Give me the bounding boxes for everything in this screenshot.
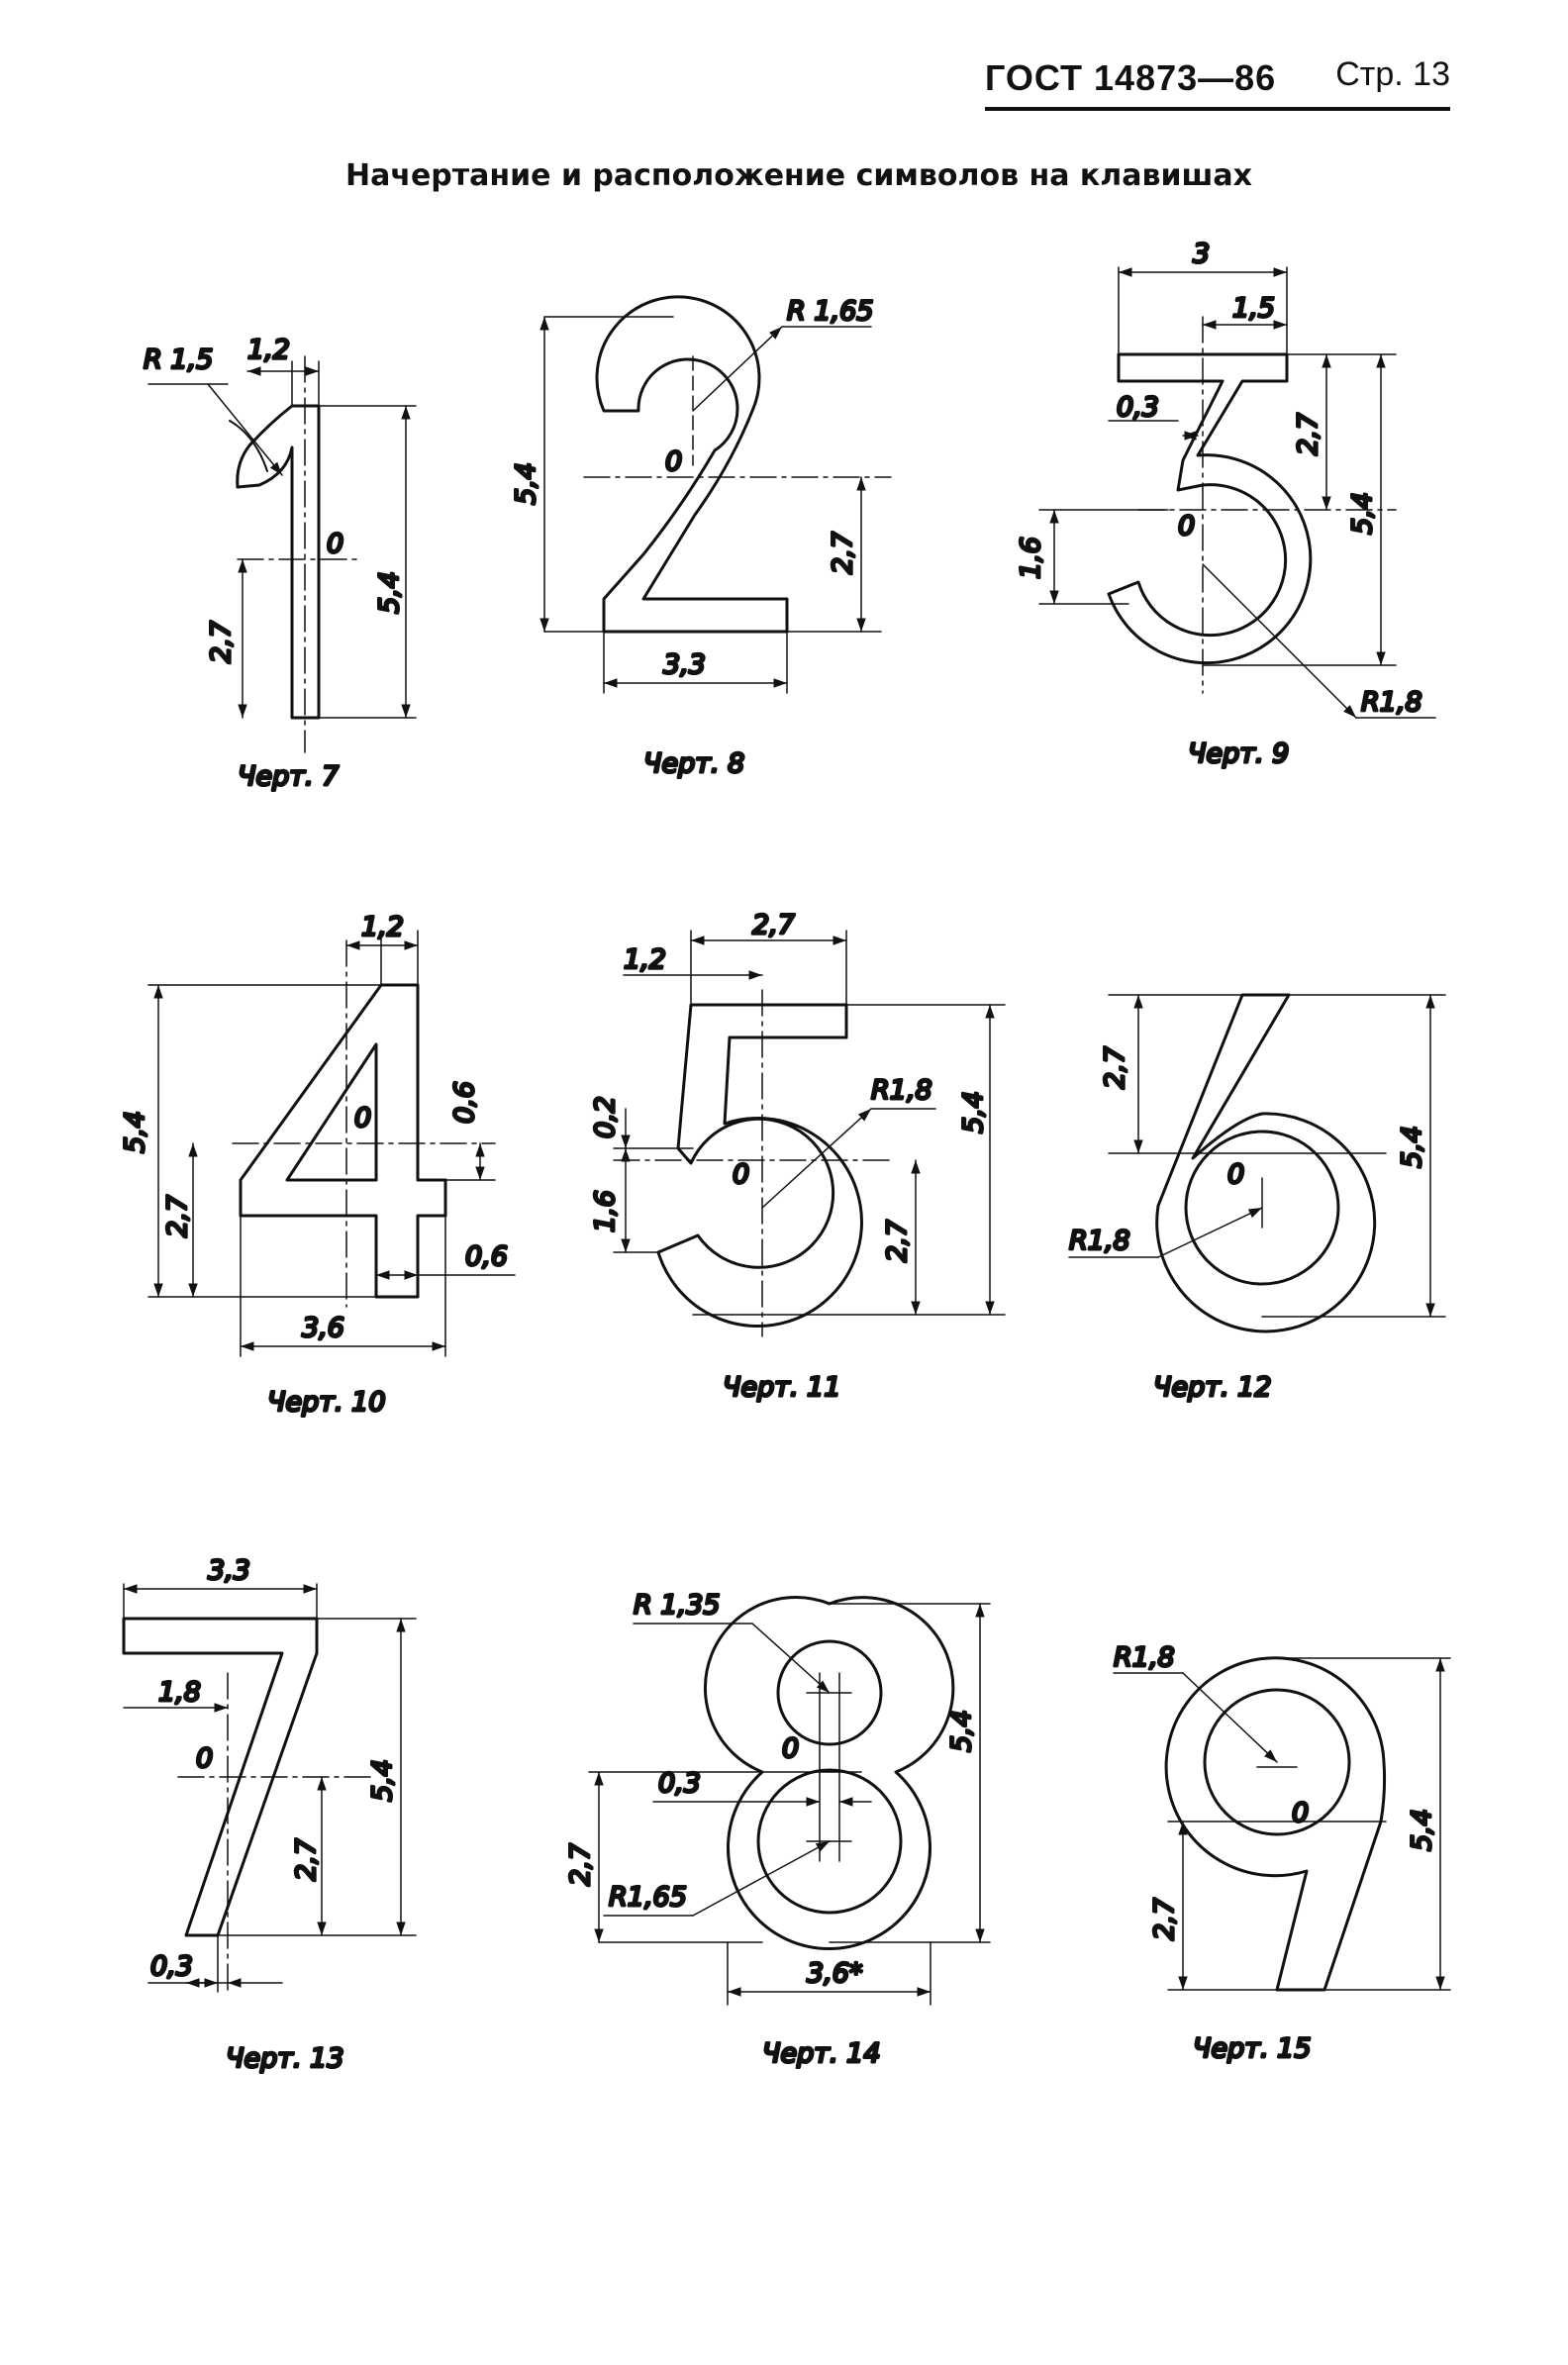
digit-8-outline xyxy=(705,1597,952,1948)
dim-half-height: 2,7 xyxy=(828,532,858,574)
dim-half-height: 2,7 xyxy=(882,1220,913,1262)
origin-label: 0 xyxy=(1178,511,1196,542)
dim-0-6-bottom: 0,6 xyxy=(465,1241,508,1272)
dim-radius-1-8: R1,8 xyxy=(871,1075,932,1106)
dim-width-3-6: 3,6* xyxy=(807,1958,863,1989)
digit-9-outline xyxy=(1166,1658,1384,1990)
page-title: Начертание и расположение символов на клавишах xyxy=(345,158,1252,193)
dim-1-6: 1,6 xyxy=(590,1190,621,1232)
figure-10 xyxy=(120,912,515,1418)
caption-fig-14: Черт. 14 xyxy=(762,2038,881,2069)
dim-width: 3,3 xyxy=(663,649,706,680)
dim-radius-1-35: R 1,35 xyxy=(634,1590,721,1621)
dim-width-1-2: 1,2 xyxy=(624,944,666,975)
caption-fig-15: Черт. 15 xyxy=(1193,2033,1312,2064)
dim-offset-0-3: 0,3 xyxy=(1117,392,1159,423)
dim-radius-1-8: R1,8 xyxy=(1361,687,1422,718)
dim-1-8: 1,8 xyxy=(158,1677,201,1708)
figure-12 xyxy=(1069,995,1445,1403)
dim-0-3: 0,3 xyxy=(658,1768,701,1799)
figure-14 xyxy=(565,1590,990,2069)
caption-fig-13: Черт. 13 xyxy=(226,2043,344,2074)
page-number: Стр. 13 xyxy=(1335,55,1450,93)
dim-half-height: 2,7 xyxy=(291,1838,322,1881)
dim-half-height: 2,7 xyxy=(1293,413,1323,455)
dim-half-height: 2,7 xyxy=(565,1843,596,1886)
dim-radius-1-5: R 1,5 xyxy=(144,345,214,375)
caption-fig-12: Черт. 12 xyxy=(1153,1372,1272,1403)
origin-label: 0 xyxy=(733,1159,750,1190)
origin-label: 0 xyxy=(782,1733,800,1764)
dim-height: 5,4 xyxy=(374,571,405,614)
origin-label: 0 xyxy=(196,1743,214,1774)
origin-label: 0 xyxy=(665,446,683,477)
dim-0-3: 0,3 xyxy=(150,1951,193,1982)
caption-fig-8: Черт. 8 xyxy=(643,748,745,779)
caption-fig-11: Черт. 11 xyxy=(723,1372,841,1403)
dim-height: 5,4 xyxy=(946,1710,977,1752)
standard-code: ГОСТ 14873—86 xyxy=(985,57,1277,98)
dim-width-1-2: 1,2 xyxy=(247,335,290,365)
dim-half-height: 2,7 xyxy=(162,1195,193,1237)
caption-fig-10: Черт. 10 xyxy=(267,1387,386,1418)
origin-label: 0 xyxy=(327,529,344,559)
dim-1-6: 1,6 xyxy=(1016,537,1046,579)
figure-11 xyxy=(590,910,1005,1403)
dim-width-1-2: 1,2 xyxy=(361,912,404,942)
dim-radius-1-65: R1,65 xyxy=(609,1882,687,1913)
figure-15 xyxy=(1114,1642,1450,2064)
dim-width-1-5: 1,5 xyxy=(1232,293,1275,324)
digit-5-outline xyxy=(658,1005,861,1327)
dim-half-height: 2,7 xyxy=(1149,1898,1180,1940)
dim-height: 5,4 xyxy=(367,1759,398,1802)
dim-width-2-7: 2,7 xyxy=(752,910,795,940)
dim-width-3: 3 xyxy=(1193,239,1211,269)
digit-1-outline xyxy=(238,406,319,718)
dim-radius-1-65: R 1,65 xyxy=(787,296,874,327)
origin-label: 0 xyxy=(1227,1159,1245,1190)
origin-label: 0 xyxy=(354,1103,372,1133)
dim-radius-1-8: R1,8 xyxy=(1069,1226,1130,1256)
dim-height: 5,4 xyxy=(1397,1126,1427,1168)
dim-half-height: 2,7 xyxy=(206,621,237,663)
dim-width-3-6: 3,6 xyxy=(302,1313,344,1343)
dim-height: 5,4 xyxy=(511,462,541,505)
figure-8 xyxy=(511,296,891,779)
figure-9 xyxy=(1016,239,1435,769)
dim-height: 5,4 xyxy=(958,1091,989,1133)
caption-fig-9: Черт. 9 xyxy=(1188,739,1290,769)
dim-height: 5,4 xyxy=(1407,1809,1437,1851)
digit-6-outline xyxy=(1157,995,1375,1331)
figure-13 xyxy=(124,1555,416,2074)
dim-2-7: 2,7 xyxy=(1100,1046,1130,1089)
origin-label: 0 xyxy=(1292,1798,1310,1828)
dim-0-6-top: 0,6 xyxy=(449,1081,480,1124)
dim-width-3-3: 3,3 xyxy=(208,1555,250,1586)
dim-height: 5,4 xyxy=(120,1111,150,1153)
digit-4-outline xyxy=(241,985,445,1297)
dim-0-2: 0,2 xyxy=(590,1096,621,1138)
figure-7 xyxy=(144,335,416,792)
dim-height: 5,4 xyxy=(1347,492,1378,535)
dim-radius-1-8: R1,8 xyxy=(1114,1642,1175,1673)
digit-2-outline xyxy=(597,297,787,632)
caption-fig-7: Черт. 7 xyxy=(238,761,340,792)
